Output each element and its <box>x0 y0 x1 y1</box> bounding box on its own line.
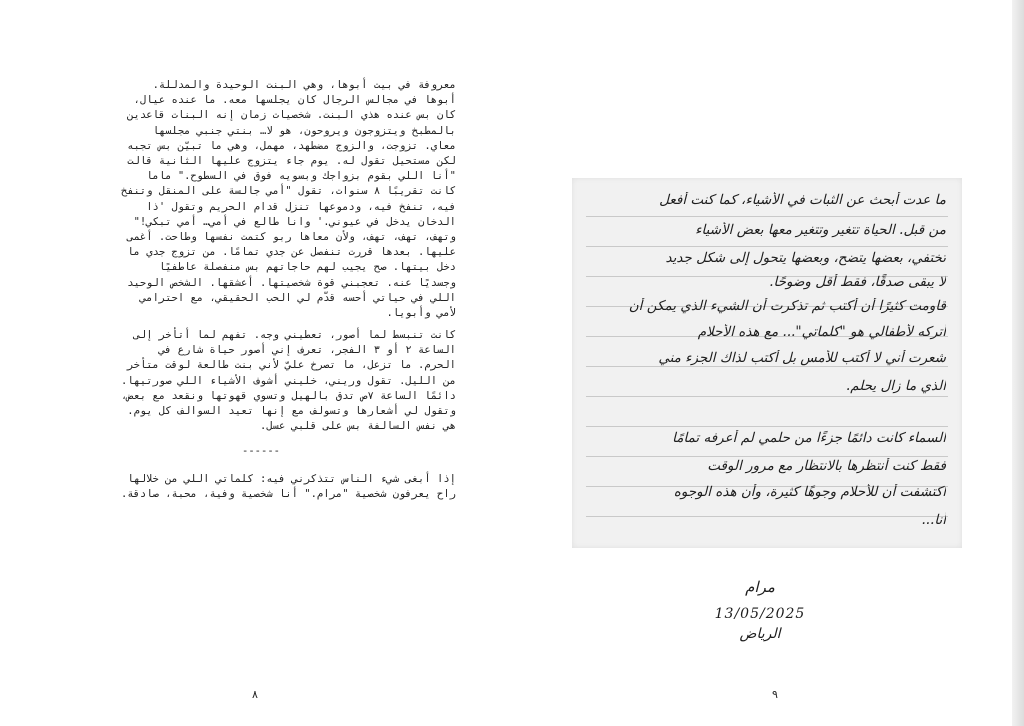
text-line: راح يعرفون شخصية "مرام." أنا شخصية وفية، محبة، صادقة. <box>120 488 456 501</box>
page-number-right: ٩ <box>772 688 778 701</box>
handwritten-line: الذي ما زال يحلم. <box>845 378 946 394</box>
paragraph-2 <box>66 328 456 434</box>
handwritten-line: اكتشفت أن للأحلام وجوهًا كثيرة، وأن هذه الوجوه <box>673 484 946 500</box>
signature-name: مرام <box>745 578 775 596</box>
text-line: وتقول لي أشعارها وتسولف مع إنها تعيد السوالف كل يوم. <box>127 405 456 418</box>
ruled-line <box>586 426 948 427</box>
text-line: معروفة في بيت أبوها، وهي البنت الوحيدة والمدللة. <box>152 79 456 91</box>
section-separator: ------ <box>242 445 280 457</box>
text-line: الحرم. ما تزعل، ما تصرخ عليّ لأني بنت طالعة لوقت متأخر <box>127 359 456 372</box>
handwritten-line: السماء كانت دائمًا جزءًا من حلمي لم أعرفه تمامًا <box>672 430 946 446</box>
handwritten-line: فقط كنت أنتظرها بالانتظار مع مرور الوقت <box>707 458 946 474</box>
handwritten-line: أتركه لأطفالي هو "كلماتي"... مع هذه الأحلام <box>697 324 946 340</box>
text-line: اللي في حياتي أحسه قدّم لي الحب الحقيقي، مع احترامي <box>139 291 456 304</box>
handwritten-line: قاومت كثيرًا أن أكتب ثم تذكرت أن الشيء الذي يمكن أن <box>628 298 946 314</box>
paragraph-1 <box>66 78 456 321</box>
text-line: كانت تنبسط لما أصور، تعطيني وجه. تفهم لما أتأخر إلى <box>133 329 456 341</box>
text-line: دائمًا الساعة ٧ص تدق بالهيل وتسوي قهوتها ونقعد مع بعض، <box>120 389 456 402</box>
ruled-line <box>586 246 948 247</box>
paragraph-3 <box>66 472 456 502</box>
handwritten-line: من قبل. الحياة تتغير وتتغير معها بعض الأشياء <box>695 222 946 238</box>
text-line: لكن مستحيل تقول له. يوم جاء يتزوج عليها الثانية قالت <box>127 155 456 168</box>
text-line: وجسديًا عنه. تعجبني قوة شخصيتها. أعشقها. الشخص الوحيد <box>127 276 456 289</box>
text-line: دخل بيتها. صح يجيب لهم حاجاتهم بس منفصلة عاطفيًا <box>158 261 456 274</box>
text-line: بالمطبخ ويتزوجون ويروحون، هو لا… بنتي جنبي مجلسها <box>152 124 456 137</box>
handwritten-line: شعرت أني لا أكتب للأمس بل أكتب لذاك الجزء مني <box>658 350 946 366</box>
text-line: "أنا اللي بقوم بزواجك وبسويه فوق في السطوح." ماما <box>146 170 456 183</box>
signature-date: 13/05/2025 <box>714 606 806 622</box>
handwritten-line: لا يبقى صدقًا، فقط أقل وضوحًا. <box>769 274 946 290</box>
ruled-line <box>586 366 948 367</box>
text-line: أبوها في مجالس الرجال كان يجلسها معه. ما عنده عيال، <box>133 94 456 107</box>
text-line: عليها. بعدها قررت تنفصل عن جدي تمامًا. من تزوج جدي ما <box>127 246 456 259</box>
signature-place: الرياض <box>739 626 781 642</box>
text-line: هي نفس السالفة بس على قلبي عسل. <box>260 420 456 433</box>
text-line: كانت تقريبًا ٨ سنوات، تقول "أمي جالسة على المنقل وتنفخ <box>120 185 456 198</box>
handwritten-note-image <box>572 178 962 548</box>
text-line: لأمي وأبويا. <box>386 307 456 320</box>
text-line: الدخان يدخل في عيوني.' وانا طالع في أمي… أمي تبكي!" <box>133 215 456 228</box>
ruled-line <box>586 216 948 217</box>
handwritten-line: تختفي، بعضها يتضح، وبعضها يتحول إلى شكل جديد <box>665 250 946 266</box>
text-line: من الليل. تقول وريني، خليني أشوف الأشياء اللي صورتيها. <box>120 374 456 387</box>
ruled-line <box>586 396 948 397</box>
text-line: الساعة ٢ أو ٣ الفجر، تعرف إني أصور حياة شارع في <box>158 344 456 357</box>
ruled-line <box>586 456 948 457</box>
handwritten-line: ما عدت أبحث عن الثبات في الأشياء، كما كنت أفعل <box>659 192 946 208</box>
text-line: كان بس عنده هذي البنت. شخصيات زمان إنه البنات قاعدين <box>127 109 456 122</box>
text-line: معاي. تزوجت، والزوج مضطهد، مهمل، وهي ما تبيّن بس تجبه <box>127 139 456 152</box>
book-page-edge <box>1012 0 1024 726</box>
handwritten-line: أنا... <box>921 512 946 528</box>
text-line: فيه، تنفخ فيه، ودموعها تنزل قدام الحريم وتقول 'ذا <box>146 200 456 213</box>
text-line: وتهف، تهف، تهف، ولأن معاها ربو كتمت نفسها وطاحت. أغمى <box>127 231 456 244</box>
page-number-left: ٨ <box>252 688 258 701</box>
text-line: إذا أبغى شيء الناس تتذكرني فيه: كلماتي اللي من خلالها <box>127 473 456 485</box>
